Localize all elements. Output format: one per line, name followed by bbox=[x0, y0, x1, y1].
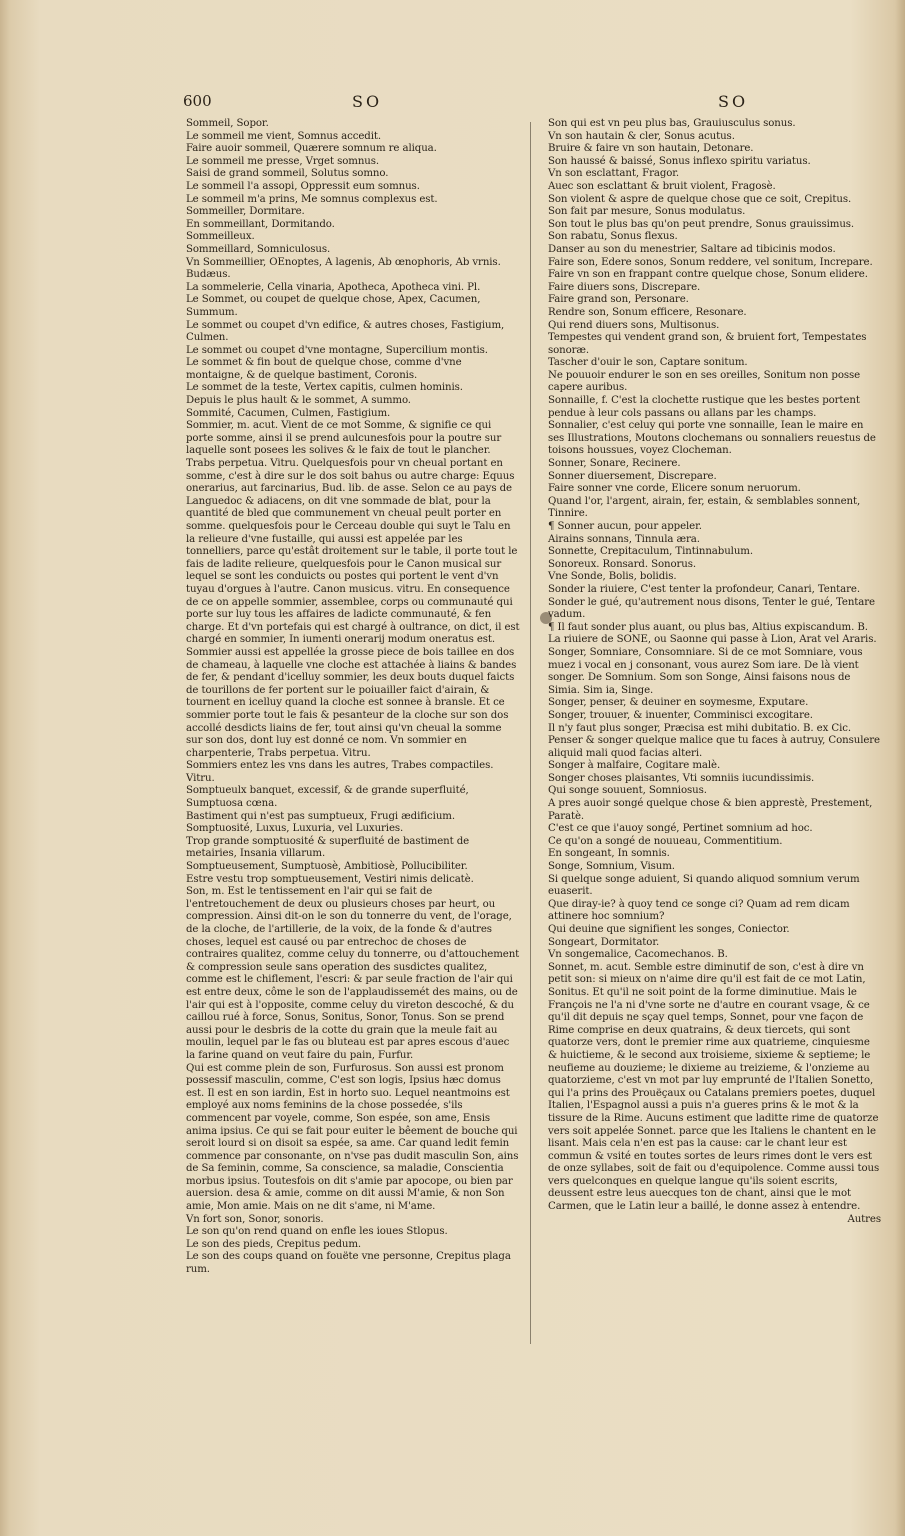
dictionary-entry: Son fait par mesure, Sonus modulatus. bbox=[548, 206, 746, 218]
dictionary-entry: Ne pouuoir endurer le son en ses oreilles, Sonitum non posse capere auribus. bbox=[548, 369, 861, 394]
dictionary-entry: La riuiere de SONE, ou Saonne qui passe à Lion, Arat vel Araris. bbox=[548, 634, 877, 646]
dictionary-entry: Le sommet de la teste, Vertex capitis, culmen hominis. bbox=[186, 382, 463, 394]
dictionary-entry: Le sommeil l'a assopi, Oppressit eum somnus. bbox=[186, 180, 420, 192]
dictionary-entry: Le son qu'on rend quand on enfle les ioues Stlopus. bbox=[186, 1226, 448, 1238]
dictionary-entry: ¶ Il faut sonder plus auant, ou plus bas, Altius expiscandum. B. bbox=[548, 621, 868, 633]
dictionary-entry: Vn songemalice, Cacomechanos. B. bbox=[548, 949, 728, 961]
dictionary-entry: Sommeiller, Dormitare. bbox=[186, 206, 305, 218]
dictionary-entry: Airains sonnans, Tinnula æra. bbox=[548, 533, 700, 545]
dictionary-entry: Sonnalier, c'est celuy qui porte vne sonnaille, Iean le maire en ses Illustrations, Moutons clochemans ou sonnaliers reuestus de toisons houssues, voyez Clocheman. bbox=[548, 420, 876, 457]
dictionary-entry: Faire auoir sommeil, Quærere somnum re aliqua. bbox=[186, 143, 437, 155]
dictionary-entry: Sommier, m. acut. Vient de ce mot Somme, & signifie ce qui porte somme, ainsi il se prend aulcunesfois pour la poutre sur laquelle sont posees les solives & le faix de tout le plancher. Trabs perpetua. Vitru. Quelquesfois pour vn cheual portant en somme, c'est à dire sur le dos soit bahus ou autre charge: Equus onerarius, aut farcinarius, Bud. lib. de asse. Selon ce au pays de Languedoc & adiacens, on dit vne sommade de blat, pour la quantité de bled que communement vn cheual peult porter en somme. quelquesfois pour le Cerceau double qui suyt le Talu en la relieure d'vne fustaille, qui aussi est appelée par les tonnelliers, parce qu'estât droitement sur le table, il porte tout le fais de ladite relieure, quelquesfois pour le Canon musical sur lequel se sont les conduicts ou postes qui portent le vent d'vn tuyau d'orgues à l'autre. Canon musicus. vitru. En consequence de ce on appelle sommier, assemblee, corps ou communauté qui porte sur luy tous les affaires de ladicte communauté, & fen charge. Et d'vn portefais qui est chargé à oultrance, on dict, il est chargé en sommier, In iumenti onerarij modum oneratus est. Sommier aussi est appellée la grosse piece de bois taillee en dos de chameau, à laquelle vne cloche est attachée à liains & bandes de fer, & pendant d'icelluy sommier, les deux bouts duquel faicts de tourillons de fer portent sur le poiuailler faict d'airain, & tournent en icelluy quand la cloche est sonnee à bransle. Et ce sommier porte tout le fais & pesanteur de la cloche sur son dos accollé desdicts liains de fer, tout ainsi qu'vn cheual la somme sur son dos, dont luy est donné ce nom. Vn sommier en charpenterie, Trabs perpetua. Vitru. bbox=[186, 420, 520, 759]
dictionary-entry: Songer, penser, & deuiner en soymesme, Exputare. bbox=[548, 697, 809, 709]
dictionary-entry: En songeant, In somnis. bbox=[548, 848, 670, 860]
dictionary-entry: Sommiers entez les vns dans les autres, Trabes compactiles. Vitru. bbox=[186, 760, 494, 784]
dictionary-entry: Que diray-ie? à quoy tend ce songe ci? Quam ad rem dicam attinere hoc somnium? bbox=[548, 898, 850, 923]
dictionary-entry: Sonder le gué, qu'autrement nous disons, Tenter le gué, Tentare vadum. bbox=[548, 596, 875, 621]
page-header bbox=[0, 92, 905, 118]
dictionary-entry: Son qui est vn peu plus bas, Grauiusculus sonus. bbox=[548, 118, 796, 129]
dictionary-entry: Qui est comme plein de son, Furfurosus. Son aussi est pronom possessif masculin, comme, C'est son logis, Ipsius hæc domus est. Il est en son iardin, Est in horto suo. Lequel neantmoins est employé aux noms feminins de la chose possedée, s'ils commencent par voyele, comme, Son espée, son ame, Ensis anima ipsius. Ce qui se fait pour euiter le bêement de bouche qui seroit lourd si on disoit sa espée, sa ame. Car quand ledit femin commence par consonante, on n'vse pas dudit masculin Son, ains de Sa feminin, comme, Sa conscience, sa maladie, Conscientia morbus ipsius. Toutesfois on dit s'amie par apocope, ou bien par auersion. desa & amie, comme on dit aussi M'amie, & non Son amie, Mon amie. Mais on ne dit s'ame, ni M'ame. bbox=[186, 1062, 519, 1213]
dictionary-entry: Sonoreux. Ronsard. Sonorus. bbox=[548, 558, 697, 570]
dictionary-entry: Son tout le plus bas qu'on peut prendre, Sonus grauissimus. bbox=[548, 218, 855, 230]
dictionary-entry: Somptuosité, Luxus, Luxuria, vel Luxuries. bbox=[186, 823, 404, 835]
dictionary-entry: Qui songe souuent, Somniosus. bbox=[548, 785, 707, 797]
dictionary-entry: Sommeillard, Somniculosus. bbox=[186, 243, 331, 255]
right-column bbox=[548, 118, 881, 1226]
dictionary-entry: Saisi de grand sommeil, Solutus somno. bbox=[186, 168, 389, 180]
dictionary-entry: Sonnaille, f. C'est la clochette rustique que les bestes portent pendue à leur cols passans ou allans par les champs. bbox=[548, 395, 860, 419]
dictionary-entry: Son violent & aspre de quelque chose que ce soit, Crepitus. bbox=[548, 193, 852, 205]
dictionary-entry: Faire vn son en frappant contre quelque chose, Sonum elidere. bbox=[548, 269, 868, 281]
dictionary-entry: Depuis le plus hault & le sommet, A summo. bbox=[186, 395, 411, 407]
dictionary-entry: Auec son esclattant & bruit violent, Fragosè. bbox=[548, 180, 776, 192]
dictionary-entry: Faire grand son, Personare. bbox=[548, 294, 689, 306]
dictionary-entry: Vn son hautain & cler, Sonus acutus. bbox=[548, 130, 735, 142]
dictionary-entry: Son haussé & baissé, Sonus inflexo spiritu variatus. bbox=[548, 155, 811, 167]
dictionary-entry: Faire son, Edere sonos, Sonum reddere, vel sonitum, Increpare. bbox=[548, 256, 873, 268]
dictionary-entry: Trop grande somptuosité & superfluité de bastiment de metairies, Insania villarum. bbox=[186, 835, 470, 860]
dictionary-entry: Le sommeil me presse, Vrget somnus. bbox=[186, 155, 380, 167]
dictionary-entry: Quand l'or, l'argent, airain, fer, estain, & semblables sonnent, Tinnire. bbox=[548, 495, 861, 520]
dictionary-entry: Le son des pieds, Crepitus pedum. bbox=[186, 1238, 362, 1250]
dictionary-entry: Qui deuine que signifient les songes, Coniector. bbox=[548, 924, 790, 935]
running-head-left: SO bbox=[352, 92, 383, 111]
dictionary-entry: Sommeilleux. bbox=[186, 231, 255, 243]
left-column bbox=[186, 118, 520, 1277]
dictionary-entry: Vne Sonde, Bolis, bolidis. bbox=[548, 571, 677, 583]
dictionary-entry: Sommeil, Sopor. bbox=[186, 118, 269, 129]
dictionary-entry: Le son des coups quand on fouëte vne personne, Crepitus plaga rum. bbox=[186, 1251, 511, 1276]
dictionary-entry: Le sommet & fin bout de quelque chose, comme d'vne montaigne, & de quelque bastiment, Coronis. bbox=[186, 357, 462, 381]
dictionary-entry: Son rabatu, Sonus flexus. bbox=[548, 231, 678, 243]
dictionary-entry: ¶ Sonner aucun, pour appeler. bbox=[548, 521, 702, 532]
dictionary-entry: Somptueulx banquet, excessif, & de grande superfluité, Sumptuosa cœna. bbox=[186, 785, 469, 810]
dictionary-entry: C'est ce que i'auoy songé, Pertinet somnium ad hoc. bbox=[548, 823, 813, 835]
dictionary-entry: Songer, trouuer, & inuenter, Comminisci excogitare. bbox=[548, 709, 813, 721]
dictionary-entry: Sonder la riuiere, C'est tenter la profondeur, Canari, Tentare. bbox=[548, 583, 860, 595]
dictionary-entry: Vn son esclattant, Fragor. bbox=[548, 168, 680, 180]
dictionary-entry: Son, m. Est le tentissement en l'air qui se fait de l'entretouchement de deux ou plusieurs choses par heurt, ou compression. Ainsi dit-on le son du tonnerre du vent, de l'orage, de la cloche, de l'artillerie, de la voix, de la fonde & d'autres choses, lequel est causé ou par entrechoc de choses de contraires qualitez, comme celuy du tonnerre, ou d'attouchement & compression seule sans operation des susdictes qualitez, comme est le chiflement, l'escri: & par seule fraction de l'air qui est entre deux, côme le son de l'applaudissemét des mains, ou de l'air qui est à l'opposite, comme celuy du vireton descoché, & du caillou rué à force, Sonus, Sonitus, Sonor, Tonus. Son se prend aussi pour le desbris de la cotte du grain que la meule fait au moulin, lequel par le fas ou bluteau est par apres escous d'auec la farine quand on veut faire du pain, Furfur. bbox=[186, 886, 520, 1061]
dictionary-entry: Sonnette, Crepitaculum, Tintinnabulum. bbox=[548, 546, 753, 558]
dictionary-entry: Tempestes qui vendent grand son, & bruient fort, Tempestates sonoræ. bbox=[548, 332, 867, 356]
dictionary-entry: Songer choses plaisantes, Vti somniis iucundissimis. bbox=[548, 772, 815, 784]
dictionary-entry: Somptueusement, Sumptuosè, Ambitiosè, Pollucibiliter. bbox=[186, 861, 468, 873]
dictionary-entry: Rendre son, Sonum efficere, Resonare. bbox=[548, 306, 747, 318]
dictionary-entry: Le sommet ou coupet d'vn edifice, & autres choses, Fastigium, Culmen. bbox=[186, 319, 505, 344]
dictionary-entry: Songer à malfaire, Cogitare malè. bbox=[548, 760, 721, 772]
dictionary-entry: Vn fort son, Sonor, sonoris. bbox=[186, 1213, 324, 1225]
dictionary-entry: Tascher d'ouir le son, Captare sonitum. bbox=[548, 357, 748, 369]
dictionary-entry: Songe, Somnium, Visum. bbox=[548, 861, 675, 873]
running-head-right: SO bbox=[718, 92, 749, 111]
catchword: Autres bbox=[847, 1213, 881, 1225]
dictionary-entry: Le sommet ou coupet d'vne montagne, Supercilium montis. bbox=[186, 344, 488, 356]
dictionary-entry: Songeart, Dormitator. bbox=[548, 936, 660, 948]
dictionary-entry: Sommité, Cacumen, Culmen, Fastigium. bbox=[186, 407, 391, 419]
dictionary-entry: Vn Sommeillier, OEnoptes, A lagenis, Ab œnophoris, Ab vrnis. Budæus. bbox=[186, 256, 501, 281]
dictionary-entry: Songer, Somniare, Consomniare. Si de ce mot Somniare, vous muez i vocal en j consonant, vous aurez Som iare. De là vient songer. De Somnium. Som son Songe, Ainsi faisons nous de Simia. Sim ia, Singe. bbox=[548, 646, 863, 696]
dictionary-entry: En sommeillant, Dormitando. bbox=[186, 218, 335, 230]
dictionary-entry: A pres auoir songé quelque chose & bien apprestè, Prestement, Paratè. bbox=[548, 798, 873, 822]
dictionary-entry: La sommelerie, Cella vinaria, Apotheca, Apotheca vini. Pl. bbox=[186, 281, 481, 293]
page-number: 600 bbox=[183, 92, 212, 110]
dictionary-entry: Le sommeil me vient, Somnus accedit. bbox=[186, 130, 381, 142]
dictionary-entry: Sonnet, m. acut. Semble estre diminutif de son, c'est à dire vn petit son: si mieux on n'aime dire qu'il est fait de ce mot Latin, Sonitus. Et qu'il ne soit point de la forme diminutiue. Mais le François ne l'a ni d'vne sorte ne d'autre en courant vsage, & ce qu'il dit depuis ne sçay quel temps, Sonnet, pour vne façon de Rime comprise en deux quatrains, & deux tiercets, qui sont quatorze vers, dont le premier rime aux quatrieme, cinquiesme & huictieme, & le second aux troisieme, sixieme & septieme; le neufieme au douzieme; le dixieme au treizieme, & l'onzieme au quatorzieme, c'est vn mot par luy emprunté de l'Italien Sonetto, qui l'a prins des Prouëçaux ou Catalans premiers poetes, duquel Italien, l'Espagnol aussi a puis n'a gueres prins & le mot & la tissure de la Rime. Aucuns estiment que laditte rime de quatorze vers soit appelée Sonnet. parce que les Italiens le chantent en le lisant. Mais cela n'en est pas la cause: car le chant leur est commun & vsité en toutes sortes de leurs rimes dont le vers est de onze syllabes, soit de fait ou d'equipolence. Comme aussi tous vers quelconques en quelque langue qu'ils soient escrits, deussent estre leus auecques ton de chant, ainsi que le mot Carmen, que le Latin leur a baillé, le donne assez à entendre. bbox=[548, 961, 880, 1213]
dictionary-entry: Bastiment qui n'est pas sumptueux, Frugi ædificium. bbox=[186, 810, 455, 822]
dictionary-entry: Le Sommet, ou coupet de quelque chose, Apex, Cacumen, Summum. bbox=[186, 294, 481, 318]
dictionary-entry: Le sommeil m'a prins, Me somnus complexus est. bbox=[186, 193, 438, 205]
dictionary-entry: Penser & songer quelque malice que tu faces à autruy, Consulere aliquid mali quod facias alteri. bbox=[548, 735, 880, 759]
dictionary-entry: Il n'y faut plus songer, Præcisa est mihi dubitatio. B. ex Cic. bbox=[548, 722, 851, 734]
dictionary-entry: Sonner, Sonare, Recinere. bbox=[548, 458, 681, 470]
column-divider bbox=[530, 122, 531, 1344]
dictionary-entry: Si quelque songe aduient, Si quando aliquod somnium verum euaserit. bbox=[548, 873, 860, 898]
dictionary-entry: Faire diuers sons, Discrepare. bbox=[548, 281, 701, 293]
dictionary-entry: Qui rend diuers sons, Multisonus. bbox=[548, 319, 720, 331]
dictionary-entry: Bruire & faire vn son hautain, Detonare. bbox=[548, 143, 754, 155]
dictionary-entry: Danser au son du menestrier, Saltare ad tibicinis modos. bbox=[548, 243, 836, 255]
dictionary-entry: Faire sonner vne corde, Elicere sonum neruorum. bbox=[548, 483, 801, 495]
dictionary-entry: Ce qu'on a songé de nouueau, Commentitium. bbox=[548, 835, 783, 847]
dictionary-entry: Sonner diuersement, Discrepare. bbox=[548, 470, 717, 482]
dictionary-entry: Estre vestu trop somptueusement, Vestiri nimis delicatè. bbox=[186, 873, 474, 885]
